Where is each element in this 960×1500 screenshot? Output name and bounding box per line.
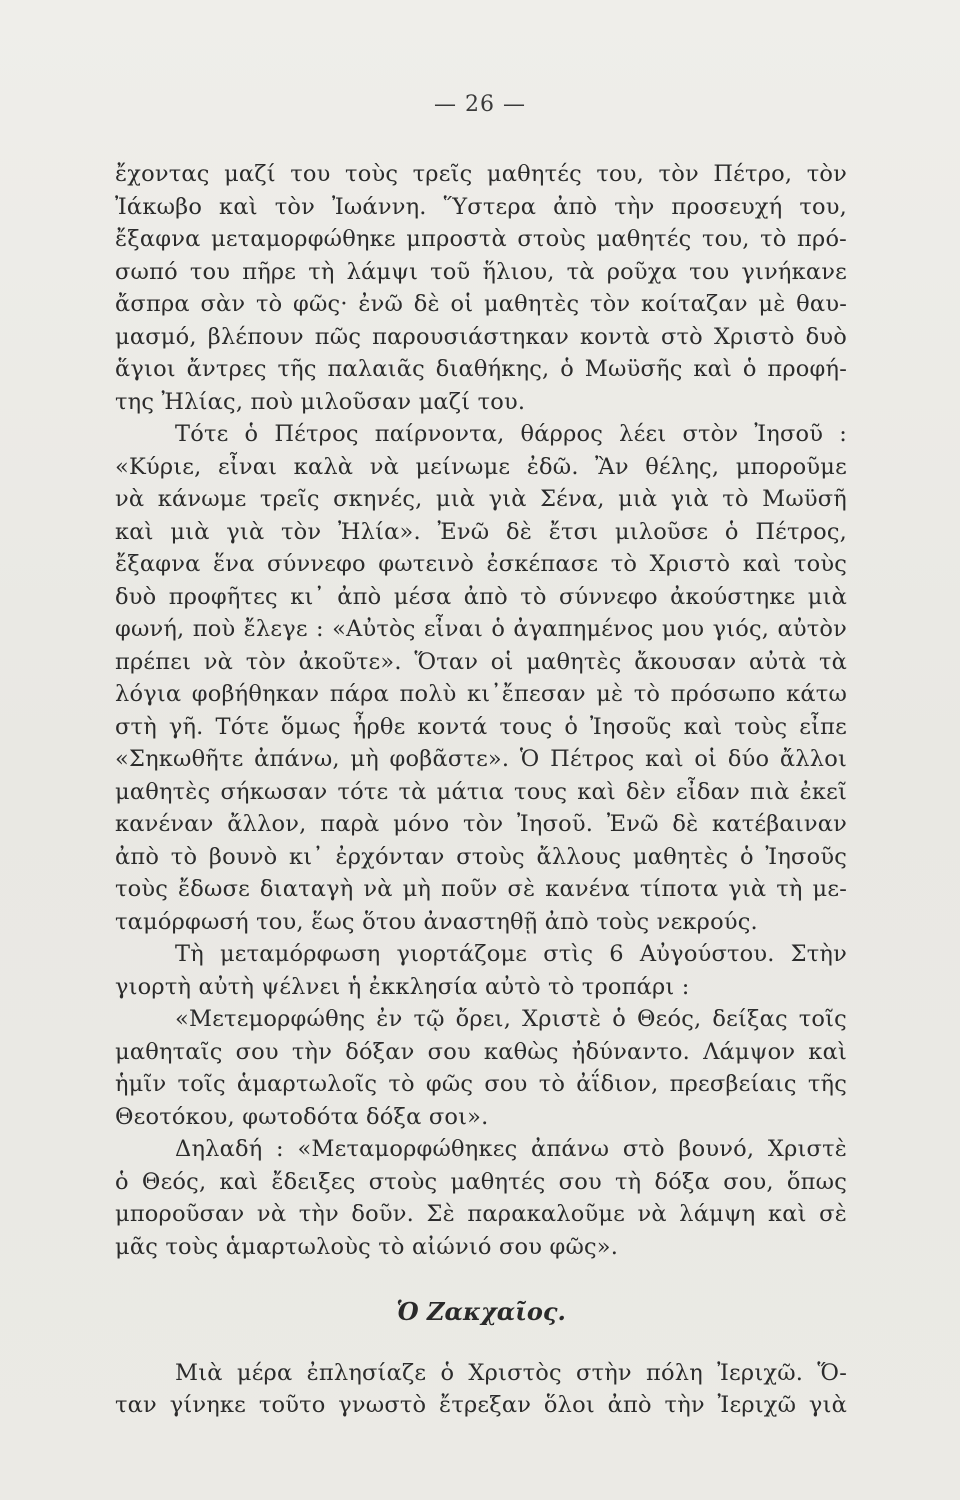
text-line: «Σηκωθῆτε ἀπάνω, μὴ φοβᾶστε». Ὁ Πέτρος καὶ οἱ δύο ἄλλοι	[115, 746, 847, 772]
text-line: «Μετεμορφώθης ἐν τῷ ὄρει, Χριστὲ ὁ Θεός, δείξας τοῖς	[175, 1006, 847, 1032]
text-line: ταν γίνηκε τοῦτο γνωστὸ ἔτρεξαν ὅλοι ἀπὸ τὴν Ἰεριχῶ γιὰ	[115, 1392, 847, 1418]
text-line: μποροῦσαν νὰ τὴν δοῦν. Σὲ παρακαλοῦμε νὰ λάμψη καὶ σὲ	[115, 1201, 847, 1227]
text-line: Θεοτόκου, φωτοδότα δόξα σοι».	[115, 1103, 489, 1130]
text-line: δυὸ προφῆτες κι᾽ ἀπὸ μέσα ἀπὸ τὸ σύννεφο ἀκούστηκε μιὰ	[115, 583, 847, 610]
text-line: λόγια φοβήθηκαν πάρα πολὺ κι᾽ἔπεσαν μὲ τὸ πρόσωπο κάτω	[115, 681, 847, 707]
text-line: πρέπει νὰ τὸν ἀκοῦτε». Ὅταν οἱ μαθητὲς ἄκουσαν αὐτὰ τὰ	[115, 648, 847, 675]
text-line: μαθηταῖς σου τὴν δόξαν σου καθὼς ἠδύναντο. Λάμψον καὶ	[115, 1038, 847, 1065]
paragraph-zacchaeus	[115, 1357, 847, 1422]
text-line: ταμόρφωσή του, ἕως ὅτου ἀναστηθῇ ἀπὸ τοὺς νεκρούς.	[115, 908, 758, 935]
text-line: μᾶς τοὺς ἁμαρτωλοὺς τὸ αἰώνιό σου φῶς».	[115, 1233, 619, 1260]
paragraph-feast-day	[115, 938, 847, 1003]
body-text	[115, 158, 847, 1422]
text-line: της Ἠλίας, ποὺ μιλοῦσαν μαζί του.	[115, 388, 526, 415]
paragraph-peter	[115, 418, 847, 938]
paragraph-translation	[115, 1133, 847, 1263]
text-line: ἡμῖν τοῖς ἁμαρτωλοῖς τὸ φῶς σου τὸ ἀΐδιον, πρεσβείαις τῆς	[115, 1071, 847, 1097]
text-line: καὶ μιὰ γιὰ τὸν Ἠλία». Ἐνῶ δὲ ἔτσι μιλοῦσε ὁ Πέτρος,	[115, 518, 847, 545]
text-line: κανέναν ἄλλον, παρὰ μόνο τὸν Ἰησοῦ. Ἐνῶ δὲ κατέβαιναν	[115, 811, 847, 837]
text-line: ἔξαφνα μεταμορφώθηκε μπροστὰ στοὺς μαθητές του, τὸ πρό-	[115, 226, 847, 252]
text-line: Δηλαδή : «Μεταμορφώθηκες ἀπάνω στὸ βουνό, Χριστὲ	[175, 1136, 847, 1162]
text-line: ἔξαφνα ἕνα σύννεφο φωτεινὸ ἐσκέπασε τὸ Χριστὸ καὶ τοὺς	[115, 551, 847, 577]
text-line: ἄσπρα σὰν τὸ φῶς· ἐνῶ δὲ οἱ μαθητὲς τὸν κοίταζαν μὲ θαυ-	[115, 291, 847, 317]
text-line: μασμό, βλέπουν πῶς παρουσιάστηκαν κοντὰ στὸ Χριστὸ δυὸ	[115, 323, 847, 350]
text-line: ἅγιοι ἄντρες τῆς παλαιᾶς διαθήκης, ὁ Μωϋσῆς καὶ ὁ προφή-	[115, 356, 847, 382]
text-line: Τότε ὁ Πέτρος παίρνοντα, θάρρος λέει στὸν Ἰησοῦ :	[175, 421, 847, 447]
text-line: Τὴ μεταμόρφωση γιορτάζομε στὶς 6 Αὐγούστου. Στὴν	[175, 941, 847, 967]
text-line: στὴ γῆ. Τότε ὅμως ἦρθε κοντά τους ὁ Ἰησοῦς καὶ τοὺς εἶπε	[115, 713, 847, 740]
text-line: «Κύριε, εἶναι καλὰ νὰ μείνωμε ἐδῶ. Ἂν θέλης, μποροῦμε	[115, 453, 847, 480]
paragraph-troparion	[115, 1003, 847, 1133]
text-line: ἀπὸ τὸ βουνὸ κι᾽ ἐρχόνταν στοὺς ἄλλους μαθητὲς ὁ Ἰησοῦς	[115, 843, 847, 870]
page-number: — 26 —	[434, 92, 526, 117]
section-heading: Ὁ Ζακχαῖος.	[396, 1297, 566, 1326]
text-line: ὁ Θεός, καὶ ἔδειξες στοὺς μαθητές σου τὴ δόξα σου, ὅπως	[115, 1168, 847, 1195]
text-line: Μιὰ μέρα ἐπλησίαζε ὁ Χριστὸς στὴν πόλη Ἰεριχῶ. Ὅ-	[175, 1359, 847, 1386]
text-line: ἔχοντας μαζί του τοὺς τρεῖς μαθητές του, τὸν Πέτρο, τὸν	[115, 161, 847, 187]
text-line: μαθητὲς σήκωσαν τότε τὰ μάτια τους καὶ δὲν εἶδαν πιὰ ἐκεῖ	[115, 778, 847, 805]
text-line: τοὺς ἔδωσε διαταγὴ νὰ μὴ ποῦν σὲ κανένα τίποτα γιὰ τὴ με-	[115, 876, 847, 902]
paragraph-continuation	[115, 158, 847, 418]
text-line: γιορτὴ αὐτὴ ψέλνει ἡ ἐκκλησία αὐτὸ τὸ τροπάρι :	[115, 973, 690, 1000]
text-line: νὰ κάνωμε τρεῖς σκηνές, μιὰ γιὰ Σένα, μιὰ γιὰ τὸ Μωϋσῆ	[115, 486, 847, 512]
text-line: Ἰάκωβο καὶ τὸν Ἰωάννη. Ὕστερα ἀπὸ τὴν προσευχή του,	[115, 193, 847, 220]
text-line: φωνή, ποὺ ἔλεγε : «Αὐτὸς εἶναι ὁ ἀγαπημένος μου γιός, αὐτὸν	[115, 616, 847, 642]
text-line: σωπό του πῆρε τὴ λάμψι τοῦ ἥλιου, τὰ ροῦχα του γινήκανε	[115, 258, 847, 285]
